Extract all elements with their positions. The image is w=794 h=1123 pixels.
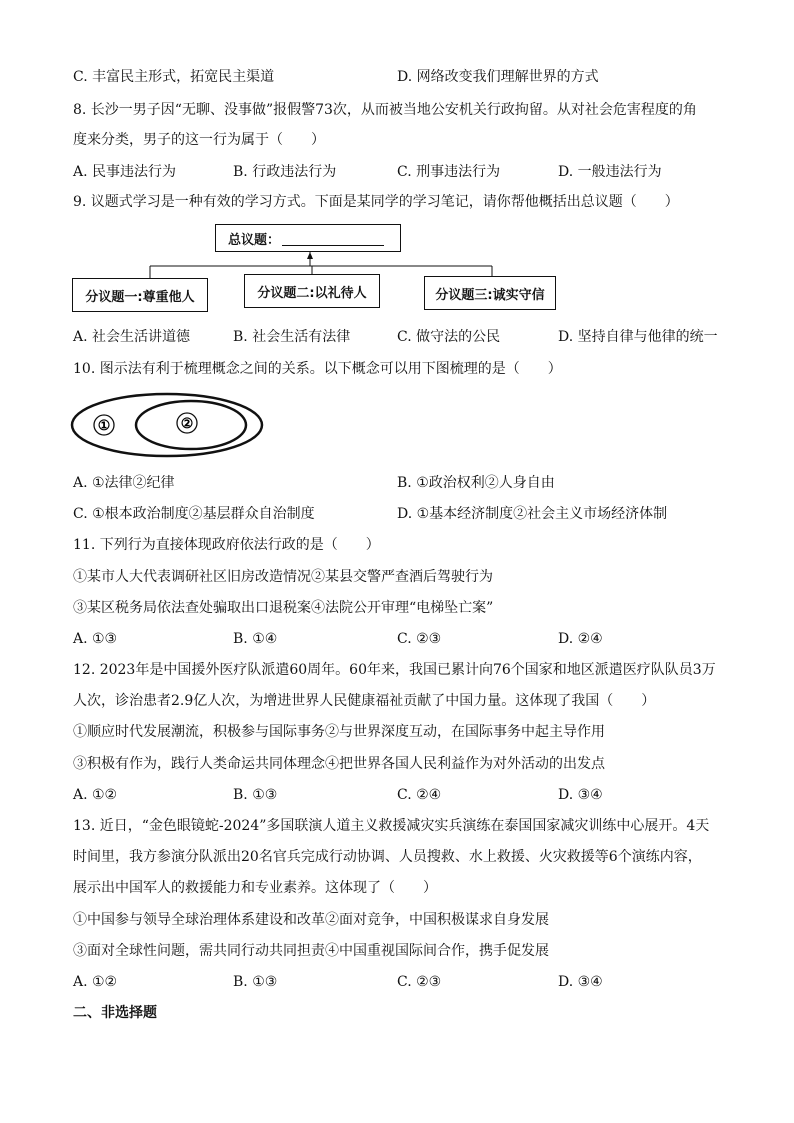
q8-option-b: B. 行政违法行为	[233, 164, 337, 180]
nested-ellipses	[70, 392, 270, 462]
q13-statements-1: ①中国参与领导全球治理体系建设和改革②面对竞争，中国积极谋求自身发展	[73, 912, 549, 928]
q10-option-c: C. ①根本政治制度②基层群众自治制度	[73, 506, 315, 522]
q7-option-c: C. 丰富民主形式，拓宽民主渠道	[73, 69, 275, 85]
q12-statements-1: ①顺应时代发展潮流，积极参与国际事务②与世界深度互动，在国际事务中起主导作用	[73, 724, 605, 740]
q13-option-b: B. ①③	[233, 974, 278, 990]
q8-option-d: D. 一般违法行为	[558, 164, 662, 180]
general-topic-label: 总议题：	[228, 232, 281, 248]
q8-option-a: A. 民事违法行为	[73, 164, 177, 180]
sub-topic-box-2: 分议题二:以礼待人	[244, 274, 380, 308]
q9-stem: 9. 议题式学习是一种有效的学习方式。下面是某同学的学习笔记，请你帮他概括出总议题（ ）	[73, 194, 679, 210]
q12-option-a: A. ①②	[73, 787, 118, 803]
q8-stem-line-2: 度来分类，男子的这一行为属于（ ）	[73, 132, 325, 148]
q10-option-b: B. ①政治权利②人身自由	[397, 475, 555, 491]
q13-option-a: A. ①②	[73, 974, 118, 990]
q11-statements-2: ③某区税务局依法查处骗取出口退税案④法院公开审理“电梯坠亡案”	[73, 600, 494, 616]
q12-option-c: C. ②④	[397, 787, 442, 803]
q8-option-c: C. 刑事违法行为	[397, 164, 501, 180]
q9-option-b: B. 社会生活有法律	[233, 329, 351, 345]
q12-stem-line-1: 12. 2023年是中国援外医疗队派遣60周年。60年来，我国已累计向76个国家和地区派遣医疗队队员3万	[73, 662, 716, 678]
q7-option-d: D. 网络改变我们理解世界的方式	[397, 69, 599, 85]
q9-option-a: A. 社会生活讲道德	[73, 329, 191, 345]
q13-stem-line-2: 时间里，我方参演分队派出20名官兵完成行动协调、人员搜救、水上救援、火灾救援等6个演练内容，	[73, 849, 702, 865]
q10-option-d: D. ①基本经济制度②社会主义市场经济体制	[397, 506, 668, 522]
q10-venn-diagram	[70, 392, 270, 462]
q11-option-c: C. ②③	[397, 631, 442, 647]
sub-topic-box-1: 分议题一:尊重他人	[72, 278, 208, 312]
q11-option-d: D. ②④	[558, 631, 603, 647]
q12-stem-line-2: 人次，诊治患者2.9亿人次，为增进世界人民健康福祉贡献了中国力量。这体现了我国（ ）	[73, 693, 656, 709]
q12-statements-2: ③积极有作为，践行人类命运共同体理念④把世界各国人民利益作为对外活动的出发点	[73, 756, 605, 772]
q9-option-c: C. 做守法的公民	[397, 329, 501, 345]
q11-option-a: A. ①③	[73, 631, 118, 647]
q13-option-d: D. ③④	[558, 974, 603, 990]
q10-option-a: A. ①法律②纪律	[73, 475, 175, 491]
general-topic-box	[215, 224, 401, 252]
q13-statements-2: ③面对全球性问题，需共同行动共同担责④中国重视国际间合作，携手促发展	[73, 943, 549, 959]
q10-stem: 10. 图示法有利于梳理概念之间的关系。以下概念可以用下图梳理的是（ ）	[73, 361, 562, 377]
q8-stem-line-1: 8. 长沙一男子因“无聊、没事做”报假警73次，从而被当地公安机关行政拘留。从对社会危害程度的角	[73, 102, 697, 118]
section-2-heading: 二、非选择题	[73, 1005, 157, 1021]
general-topic-blank	[282, 231, 384, 246]
q13-stem-line-1: 13. 近日，“金色眼镜蛇-2024”多国联演人道主义救援减灾实兵演练在泰国国家减灾训练中心展开。4天	[73, 818, 710, 834]
q13-stem-line-3: 展示出中国军人的救援能力和专业素养。这体现了（ ）	[73, 880, 437, 896]
q9-option-d: D. 坚持自律与他律的统一	[558, 329, 718, 345]
outer-ellipse-label: ①	[97, 418, 111, 434]
q12-option-d: D. ③④	[558, 787, 603, 803]
q12-option-b: B. ①③	[233, 787, 278, 803]
sub-topic-box-3: 分议题三:诚实守信	[424, 276, 556, 310]
q11-stem: 11. 下列行为直接体现政府依法行政的是（ ）	[73, 537, 380, 553]
q13-option-c: C. ②③	[397, 974, 442, 990]
q9-topic-diagram	[70, 222, 570, 318]
q11-option-b: B. ①④	[233, 631, 278, 647]
inner-ellipse-label: ②	[180, 416, 194, 432]
q11-statements-1: ①某市人大代表调研社区旧房改造情况②某县交警严查酒后驾驶行为	[73, 569, 493, 585]
